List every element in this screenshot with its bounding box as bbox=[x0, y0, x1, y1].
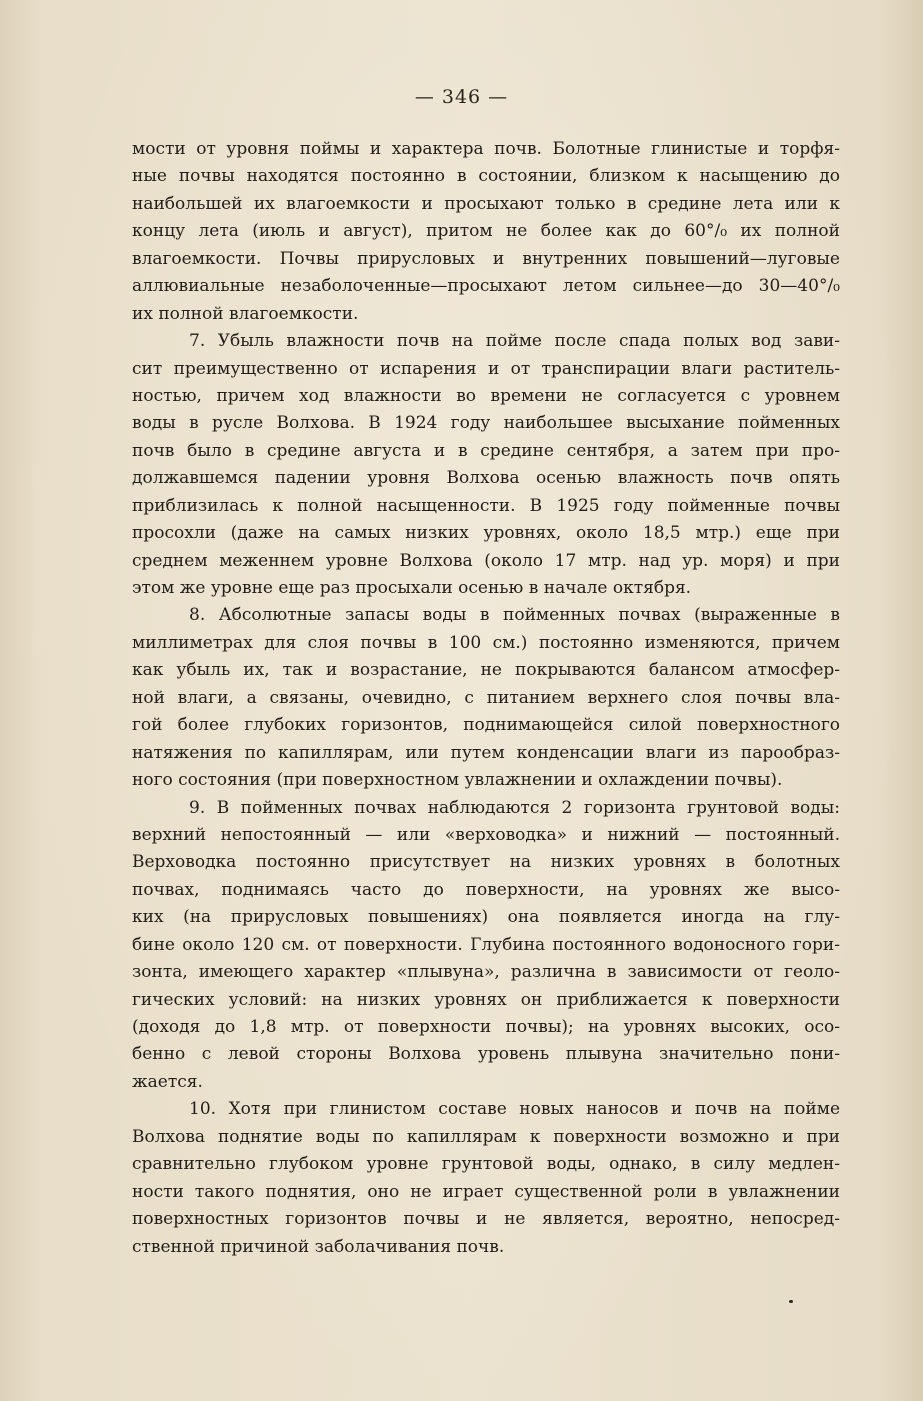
text-line: почвах, поднимаясь часто до поверхности, на уровнях же высо- bbox=[132, 879, 840, 900]
text-line: гических условий: на низких уровнях он приближается к поверхности bbox=[132, 989, 840, 1010]
text-line: просохли (даже на самых низких уровнях, около 18,5 мтр.) еще при bbox=[132, 523, 840, 544]
text-line: сравнительно глубоком уровне грунтовой воды, однако, в силу медлен- bbox=[132, 1154, 840, 1175]
text-line: бенно с левой стороны Волхова уровень плывуна значительно пони- bbox=[132, 1044, 840, 1065]
text-line: аллювиальные незаболоченные—просыхают летом сильнее—до 30—40°/₀ bbox=[132, 276, 840, 297]
paragraph-first-line: 9. В пойменных почвах наблюдаются 2 горизонта грунтовой воды: bbox=[189, 797, 840, 818]
text-line: почв было в средине августа и в средине сентября, а затем при про- bbox=[132, 440, 840, 461]
text-line: концу лета (июль и август), притом не более как до 60°/₀ их полной bbox=[132, 221, 840, 242]
page-number: — 346 — bbox=[414, 86, 509, 108]
text-line: гой более глубоких горизонтов, поднимающейся силой поверхностного bbox=[132, 715, 840, 736]
text-line: ственной причиной заболачивания почв. bbox=[132, 1236, 505, 1257]
text-line: влагоемкости. Почвы прирусловых и внутренних повышений—луговые bbox=[132, 248, 840, 269]
text-line: воды в русле Волхова. В 1924 году наибольшее высыхание пойменных bbox=[132, 413, 840, 434]
text-line: ких (на прирусловых повышениях) она появляется иногда на глу- bbox=[132, 907, 840, 928]
paragraph-first-line: 7. Убыль влажности почв на пойме после спада полых вод зави- bbox=[189, 331, 840, 352]
text-line: Верховодка постоянно присутствует на низких уровнях в болотных bbox=[132, 852, 840, 873]
body-text bbox=[132, 136, 840, 1261]
text-line: ностью, причем ход влажности во времени не согласуется с уровнем bbox=[132, 385, 840, 406]
text-line: как убыль их, так и возрастание, не покрываются балансом атмосфер- bbox=[132, 660, 840, 681]
text-line: приблизилась к полной насыщенности. В 1925 году пойменные почвы bbox=[132, 495, 840, 516]
text-line: мости от уровня поймы и характера почв. Болотные глинистые и торфя- bbox=[132, 139, 840, 159]
text-line: их полной влагоемкости. bbox=[132, 303, 359, 324]
text-line: зонта, имеющего характер «плывуна», различна в зависимости от геоло- bbox=[132, 962, 840, 983]
text-line: ной влаги, а связаны, очевидно, с питанием верхнего слоя почвы вла- bbox=[132, 687, 840, 708]
text-line: жается. bbox=[132, 1071, 203, 1092]
text-line: натяжения по капиллярам, или путем конденсации влаги из парообраз- bbox=[132, 742, 840, 763]
paragraph-first-line: 10. Хотя при глинистом составе новых наносов и почв на пойме bbox=[189, 1099, 840, 1120]
text-line: Волхова поднятие воды по капиллярам к поверхности возможно и при bbox=[132, 1126, 840, 1147]
text-line: бине около 120 см. от поверхности. Глубина постоянного водоносного гори- bbox=[132, 934, 840, 955]
text-line: ности такого поднятия, оно не играет существенной роли в увлажнении bbox=[132, 1181, 840, 1202]
text-line: поверхностных горизонтов почвы и не является, вероятно, непосред- bbox=[132, 1209, 840, 1230]
text-line: сит преимущественно от испарения и от транспирации влаги раститель- bbox=[132, 358, 840, 379]
paragraph-first-line: 8. Абсолютные запасы воды в пойменных почвах (выраженные в bbox=[189, 605, 840, 626]
text-line: наибольшей их влагоемкости и просыхают только в средине лета или к bbox=[132, 193, 840, 214]
text-line: этом же уровне еще раз просыхали осенью в начале октября. bbox=[132, 578, 692, 598]
ink-speck bbox=[789, 1300, 793, 1303]
text-line: ного состояния (при поверхностном увлажнении и охлаждении почвы). bbox=[132, 770, 783, 791]
text-line: среднем меженнем уровне Волхова (около 17 мтр. над ур. моря) и при bbox=[132, 550, 840, 571]
text-line: миллиметрах для слоя почвы в 100 см.) постоянно изменяются, причем bbox=[132, 632, 840, 653]
text-line: ные почвы находятся постоянно в состоянии, близком к насыщению до bbox=[132, 166, 840, 187]
text-line: верхний непостоянный — или «верховодка» и нижний — постоянный. bbox=[132, 824, 840, 845]
text-line: должавшемся падении уровня Волхова осенью влажность почв опять bbox=[132, 468, 840, 489]
text-line: (доходя до 1,8 мтр. от поверхности почвы); на уровнях высоких, осо- bbox=[132, 1017, 840, 1037]
